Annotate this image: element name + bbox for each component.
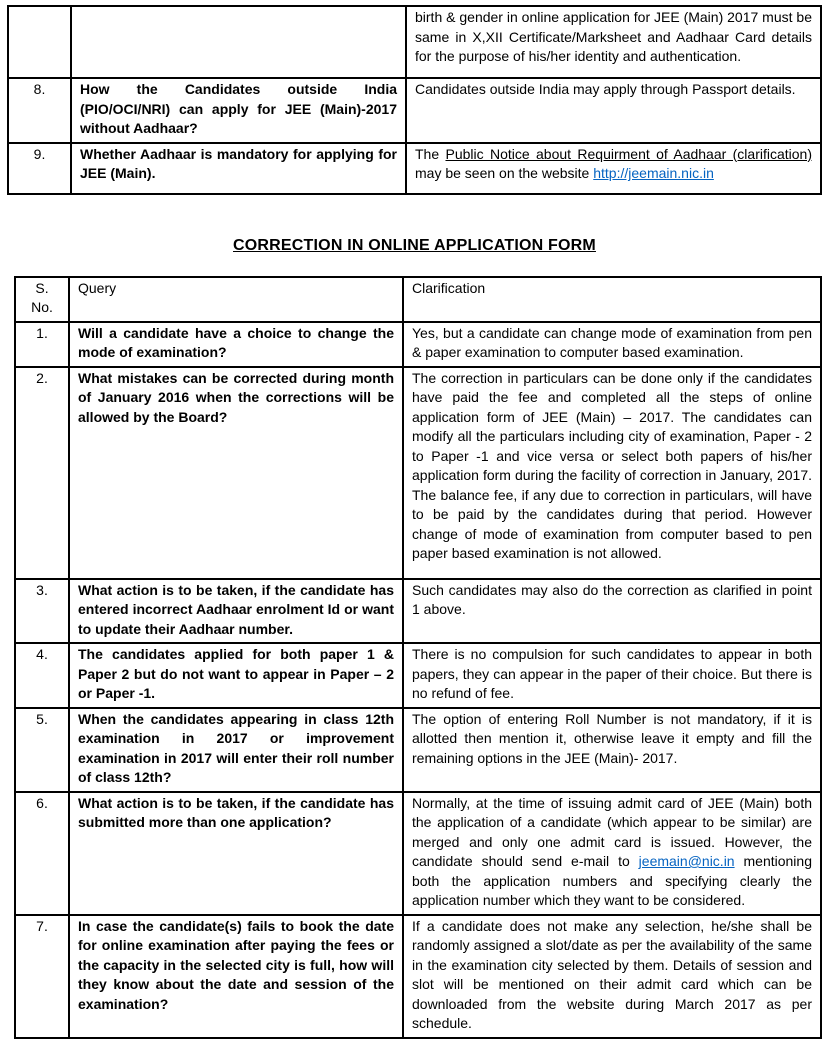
text-run: The correction in particulars can be done only if the candidates have paid the fee and completed all the steps of online application form of JEE (Main) – 2017. The candidates can modify all the particulars including city of examination, Paper - 2 to Paper -1 and vice versa or select both papers of his/her application form during the facility of correction in January, 2017. The balance fee, if any due to correction in particulars, will have to be paid by the candidates during that period. However change of mode of examination from computer based to pen paper based examination is not allowed.: [412, 369, 812, 561]
col-header-clarification: Clarification: [403, 277, 821, 322]
col-header-query: Query: [69, 277, 403, 322]
table-row: [8, 78, 821, 143]
text-run: Public Notice about Requirment of Aadhaar (clarification): [445, 145, 812, 162]
serial-number-cell: 8.: [8, 78, 71, 143]
serial-number-cell: 9.: [8, 143, 71, 194]
table-row: [15, 792, 821, 915]
text-run: Such candidates may also do the correction as clarified in point 1 above.: [412, 581, 812, 617]
query-cell: How the Candidates outside India (PIO/OCI/NRI) can apply for JEE (Main)-2017 without Aadhaar?: [71, 78, 406, 143]
serial-number-cell: 6.: [15, 792, 69, 915]
query-cell: Whether Aadhaar is mandatory for applying for JEE (Main).: [71, 143, 406, 194]
table-header-row: [15, 277, 821, 322]
text-run: Candidates outside India may apply through Passport details.: [415, 81, 796, 97]
query-cell: What action is to be taken, if the candidate has entered incorrect Aadhaar enrolment Id or want to update their Aadhaar number.: [69, 579, 403, 644]
table-row: [8, 6, 821, 78]
query-cell: When the candidates appearing in class 12th examination in 2017 or improvement examination in 2017 will enter their roll number of class 12th?: [69, 708, 403, 792]
query-cell: What action is to be taken, if the candidate has submitted more than one application?: [69, 792, 403, 915]
clarification-cell: [403, 579, 821, 644]
text-run: There is no compulsion for such candidates to appear in both papers, they can appear in the paper of their choice. But there is no refund of fee.: [412, 646, 812, 701]
text-run: The option of entering Roll Number is not mandatory, if it is allotted then mention it, otherwise leave it empty and fill the remaining options in the JEE (Main)- 2017.: [412, 710, 812, 766]
text-run: Normally, at the time of issuing admit card of JEE (Main) both the application of a candidate (which appear to be similar) are merged and only one admit card is issued. However, the candidate should send e-mail to: [412, 794, 812, 869]
text-run: may be seen on the website: [415, 165, 594, 181]
text-run: mentioning both the application numbers and specifying clearly the application number which they want to be considered.: [412, 853, 812, 908]
table-row: [15, 322, 821, 367]
clarification-cell: [403, 367, 821, 579]
serial-number-cell: 5.: [15, 708, 69, 792]
serial-number-cell: 3.: [15, 579, 69, 644]
text-run: Yes, but a candidate can change mode of examination from pen & paper examination to computer based examination.: [412, 324, 812, 360]
serial-number-cell: [8, 6, 71, 78]
query-cell: What mistakes can be corrected during month of January 2016 when the corrections will be allowed by the Board?: [69, 367, 403, 579]
query-cell: In case the candidate(s) fails to book the date for online examination after paying the fees or the capacity in the selected city is full, how will they know about the date and session of the examination?: [69, 915, 403, 1038]
table-row: [15, 579, 821, 644]
clarification-cell: [406, 6, 821, 78]
serial-number-cell: 1.: [15, 322, 69, 367]
table-row: [15, 367, 821, 579]
table-row: [15, 915, 821, 1038]
aadhaar-faq-table: [7, 5, 822, 195]
section-heading: CORRECTION IN ONLINE APPLICATION FORM: [233, 236, 596, 254]
correction-faq-table: [14, 276, 822, 1039]
jeemain-website-link[interactable]: http://jeemain.nic.in: [593, 165, 714, 181]
serial-number-cell: 2.: [15, 367, 69, 579]
query-cell: [71, 6, 406, 78]
text-run: birth & gender in online application for JEE (Main) 2017 must be same in X,XII Certificate/Marksheet and Aadhaar Card details for the purpose of his/her identity and authentication.: [415, 9, 812, 64]
table-row: [8, 143, 821, 194]
clarification-cell: [403, 792, 821, 915]
text-run: The: [415, 145, 446, 162]
clarification-cell: [403, 915, 821, 1038]
serial-number-cell: 4.: [15, 643, 69, 708]
query-cell: Will a candidate have a choice to change the mode of examination?: [69, 322, 403, 367]
clarification-cell: [403, 322, 821, 367]
text-run: If a candidate does not make any selection, he/she shall be randomly assigned a slot/date as per the availability of the same in the examination city selected by them. Details of session and slot will be mentioned on their admit card which can be downloaded from the website during March 2017 as per schedule.: [412, 917, 812, 1031]
clarification-cell: [406, 143, 821, 194]
serial-number-cell: 7.: [15, 915, 69, 1038]
jeemain-email-link[interactable]: jeemain@nic.in: [638, 853, 735, 869]
col-header-sno: S. No.: [15, 277, 69, 322]
clarification-cell: [403, 643, 821, 708]
clarification-cell: [403, 708, 821, 792]
table-row: [15, 643, 821, 708]
query-cell: The candidates applied for both paper 1 & Paper 2 but do not want to appear in Paper – 2 or Paper -1.: [69, 643, 403, 708]
table-row: [15, 708, 821, 792]
clarification-cell: [406, 78, 821, 143]
